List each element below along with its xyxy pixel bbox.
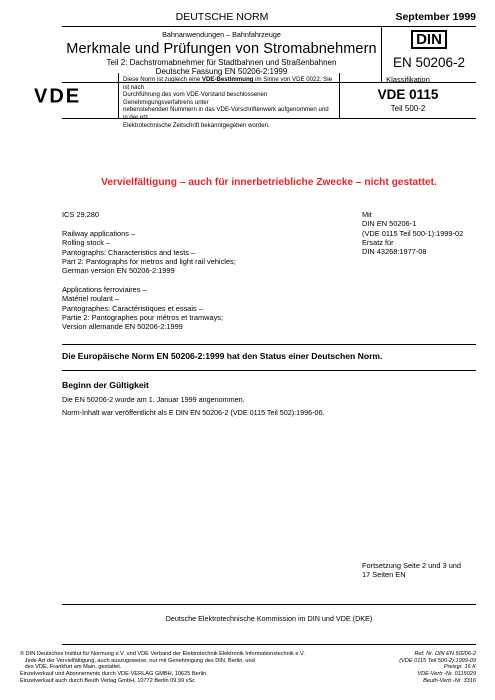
- related-line: (VDE 0115 Teil 500-1):1999-02: [362, 228, 464, 238]
- page-title: Merkmale und Prüfungen von Stromabnehmern: [66, 41, 377, 57]
- klassifikation-number: VDE 0115: [377, 87, 439, 102]
- divider: [62, 118, 476, 119]
- english-title-line: Pantographs: Characteristics and tests –: [62, 247, 196, 257]
- footer-line: des VDE, Frankfurt am Main, gestattet.: [20, 664, 122, 671]
- footer-line: Einzelverkauf auch durch Beuth Verlag GmbH, 10772 Berlin 09.99 vSc: [20, 677, 196, 684]
- footer-line: Jede Art der Vervielfältigung, auch auszugsweise, nur mit Genehmigung des DIN, Berlin, und: [20, 657, 255, 664]
- footer-line: Ref. Nr. DIN EN 50206-2: [414, 651, 476, 657]
- continuation-line: 17 Seiten EN: [362, 570, 406, 580]
- klassifikation-label: Klassifikation: [386, 75, 430, 84]
- french-title-line: Applications ferroviaires –: [62, 285, 147, 294]
- vde-row: [20, 73, 476, 129]
- related-line: DIN 43268:1977-08: [362, 247, 427, 257]
- english-title-line: Rolling stock –: [62, 238, 111, 248]
- french-title-line: Matériel roulant –: [62, 294, 120, 304]
- footer-line: © DIN Deutsches Institut für Normung e.V. und VDE Verband der Elektrotechnik Elektronik Informationstechnik e.V.: [20, 651, 305, 657]
- subtitle-part: Teil 2: Dachstromabnehmer für Stadtbahnen und Straßenbahnen: [106, 58, 337, 67]
- footer-line: Preisgr. 16 K: [443, 664, 476, 671]
- validity-line: Die EN 50206-2 wurde am 1. Januar 1999 angenommen.: [62, 395, 245, 404]
- copy-warning: Vervielfältigung – auch für innerbetriebliche Zwecke – nicht gestattet.: [101, 177, 437, 188]
- footer-line: VDE-Vertr.-Nr. 0115029: [417, 671, 476, 678]
- vde-note-line: Diese Norm ist zugleich eine VDE-Bestimmung im Sinne von VDE 0022. Sie ist nach: [123, 76, 332, 91]
- divider: [62, 370, 476, 371]
- vde-note-line: Elektrotechnische Zeitschrift bekanntgegeben worden.: [123, 121, 270, 129]
- divider: [62, 344, 476, 345]
- klassifikation-column: [340, 73, 476, 118]
- klassifikation-teil: Teil 500-2: [390, 104, 426, 113]
- status-statement: Die Europäische Norm EN 50206-2:1999 hat den Status einer Deutschen Norm.: [62, 351, 383, 361]
- french-title-line: Pantographes: Caractéristiques et essais –: [62, 303, 203, 313]
- english-title-line: Railway applications –: [62, 229, 136, 238]
- related-line: Ersatz für: [362, 237, 394, 247]
- footer-line: Einzelverkauf und Abonnements durch VDE-VERLAG GMBH, 10625 Berlin: [20, 671, 207, 678]
- continuation-line: Fortsetzung Seite 2 und 3 und: [362, 561, 462, 570]
- english-title: [62, 229, 236, 275]
- subtitle-version: Deutsche Fassung EN 50206-2:1999: [155, 67, 288, 76]
- french-title: [62, 285, 223, 331]
- validity-line: Norm-Inhalt war veröffentlicht als E DIN EN 50206-2 (VDE 0115 Teil 502):1996-06.: [62, 408, 325, 417]
- related-line: Mit: [362, 210, 372, 219]
- footer-copyright: [20, 651, 305, 685]
- continuation-note: [362, 561, 461, 580]
- validity-heading: Beginn der Gültigkeit: [62, 380, 149, 390]
- norm-type: DEUTSCHE NORM: [175, 11, 269, 23]
- english-title-line: Part 2: Pantographs for metros and light rail vehicles;: [62, 256, 236, 266]
- french-title-line: Partie 2: Pantographes pour métros et tramways;: [62, 312, 224, 322]
- din-number: EN 50206-2: [392, 55, 466, 70]
- footer-reference: [399, 651, 476, 685]
- vde-note: [118, 73, 340, 129]
- english-title-line: German version EN 50206-2:1999: [62, 266, 175, 276]
- din-logo: DIN: [411, 30, 447, 49]
- vde-note-line: Durchführung des vom VDE-Vorstand beschlossenen Genehmigungsverfahrens unter: [123, 91, 268, 106]
- committee: Deutsche Elektrotechnische Kommission im DIN und VDE (DKE): [165, 614, 373, 623]
- related-standards: [362, 210, 463, 256]
- category: Bahnanwendungen – Bahnfahrzeuge: [162, 30, 281, 39]
- footer-line: (VDE 0115 Teil 500-2):1999-09: [399, 657, 476, 664]
- issue-date: September 1999: [395, 11, 476, 23]
- ics-code: ICS 29.280: [62, 210, 99, 219]
- french-title-line: Version allemande EN 50206-2:1999: [62, 322, 183, 332]
- footer-line: Beuth-Vertr.-Nr. 3316: [423, 677, 476, 684]
- vde-logo-icon: [34, 87, 109, 104]
- vde-note-line: nebenstehenden Nummern in das VDE-Vorschriftenwerk aufgenommen und in der etz: [123, 106, 329, 121]
- vde-logo-text: VDE: [34, 87, 82, 104]
- divider: [62, 644, 476, 645]
- divider: [62, 604, 476, 605]
- header-top-row: [62, 10, 476, 27]
- related-line: DIN EN 50206-1: [362, 219, 417, 229]
